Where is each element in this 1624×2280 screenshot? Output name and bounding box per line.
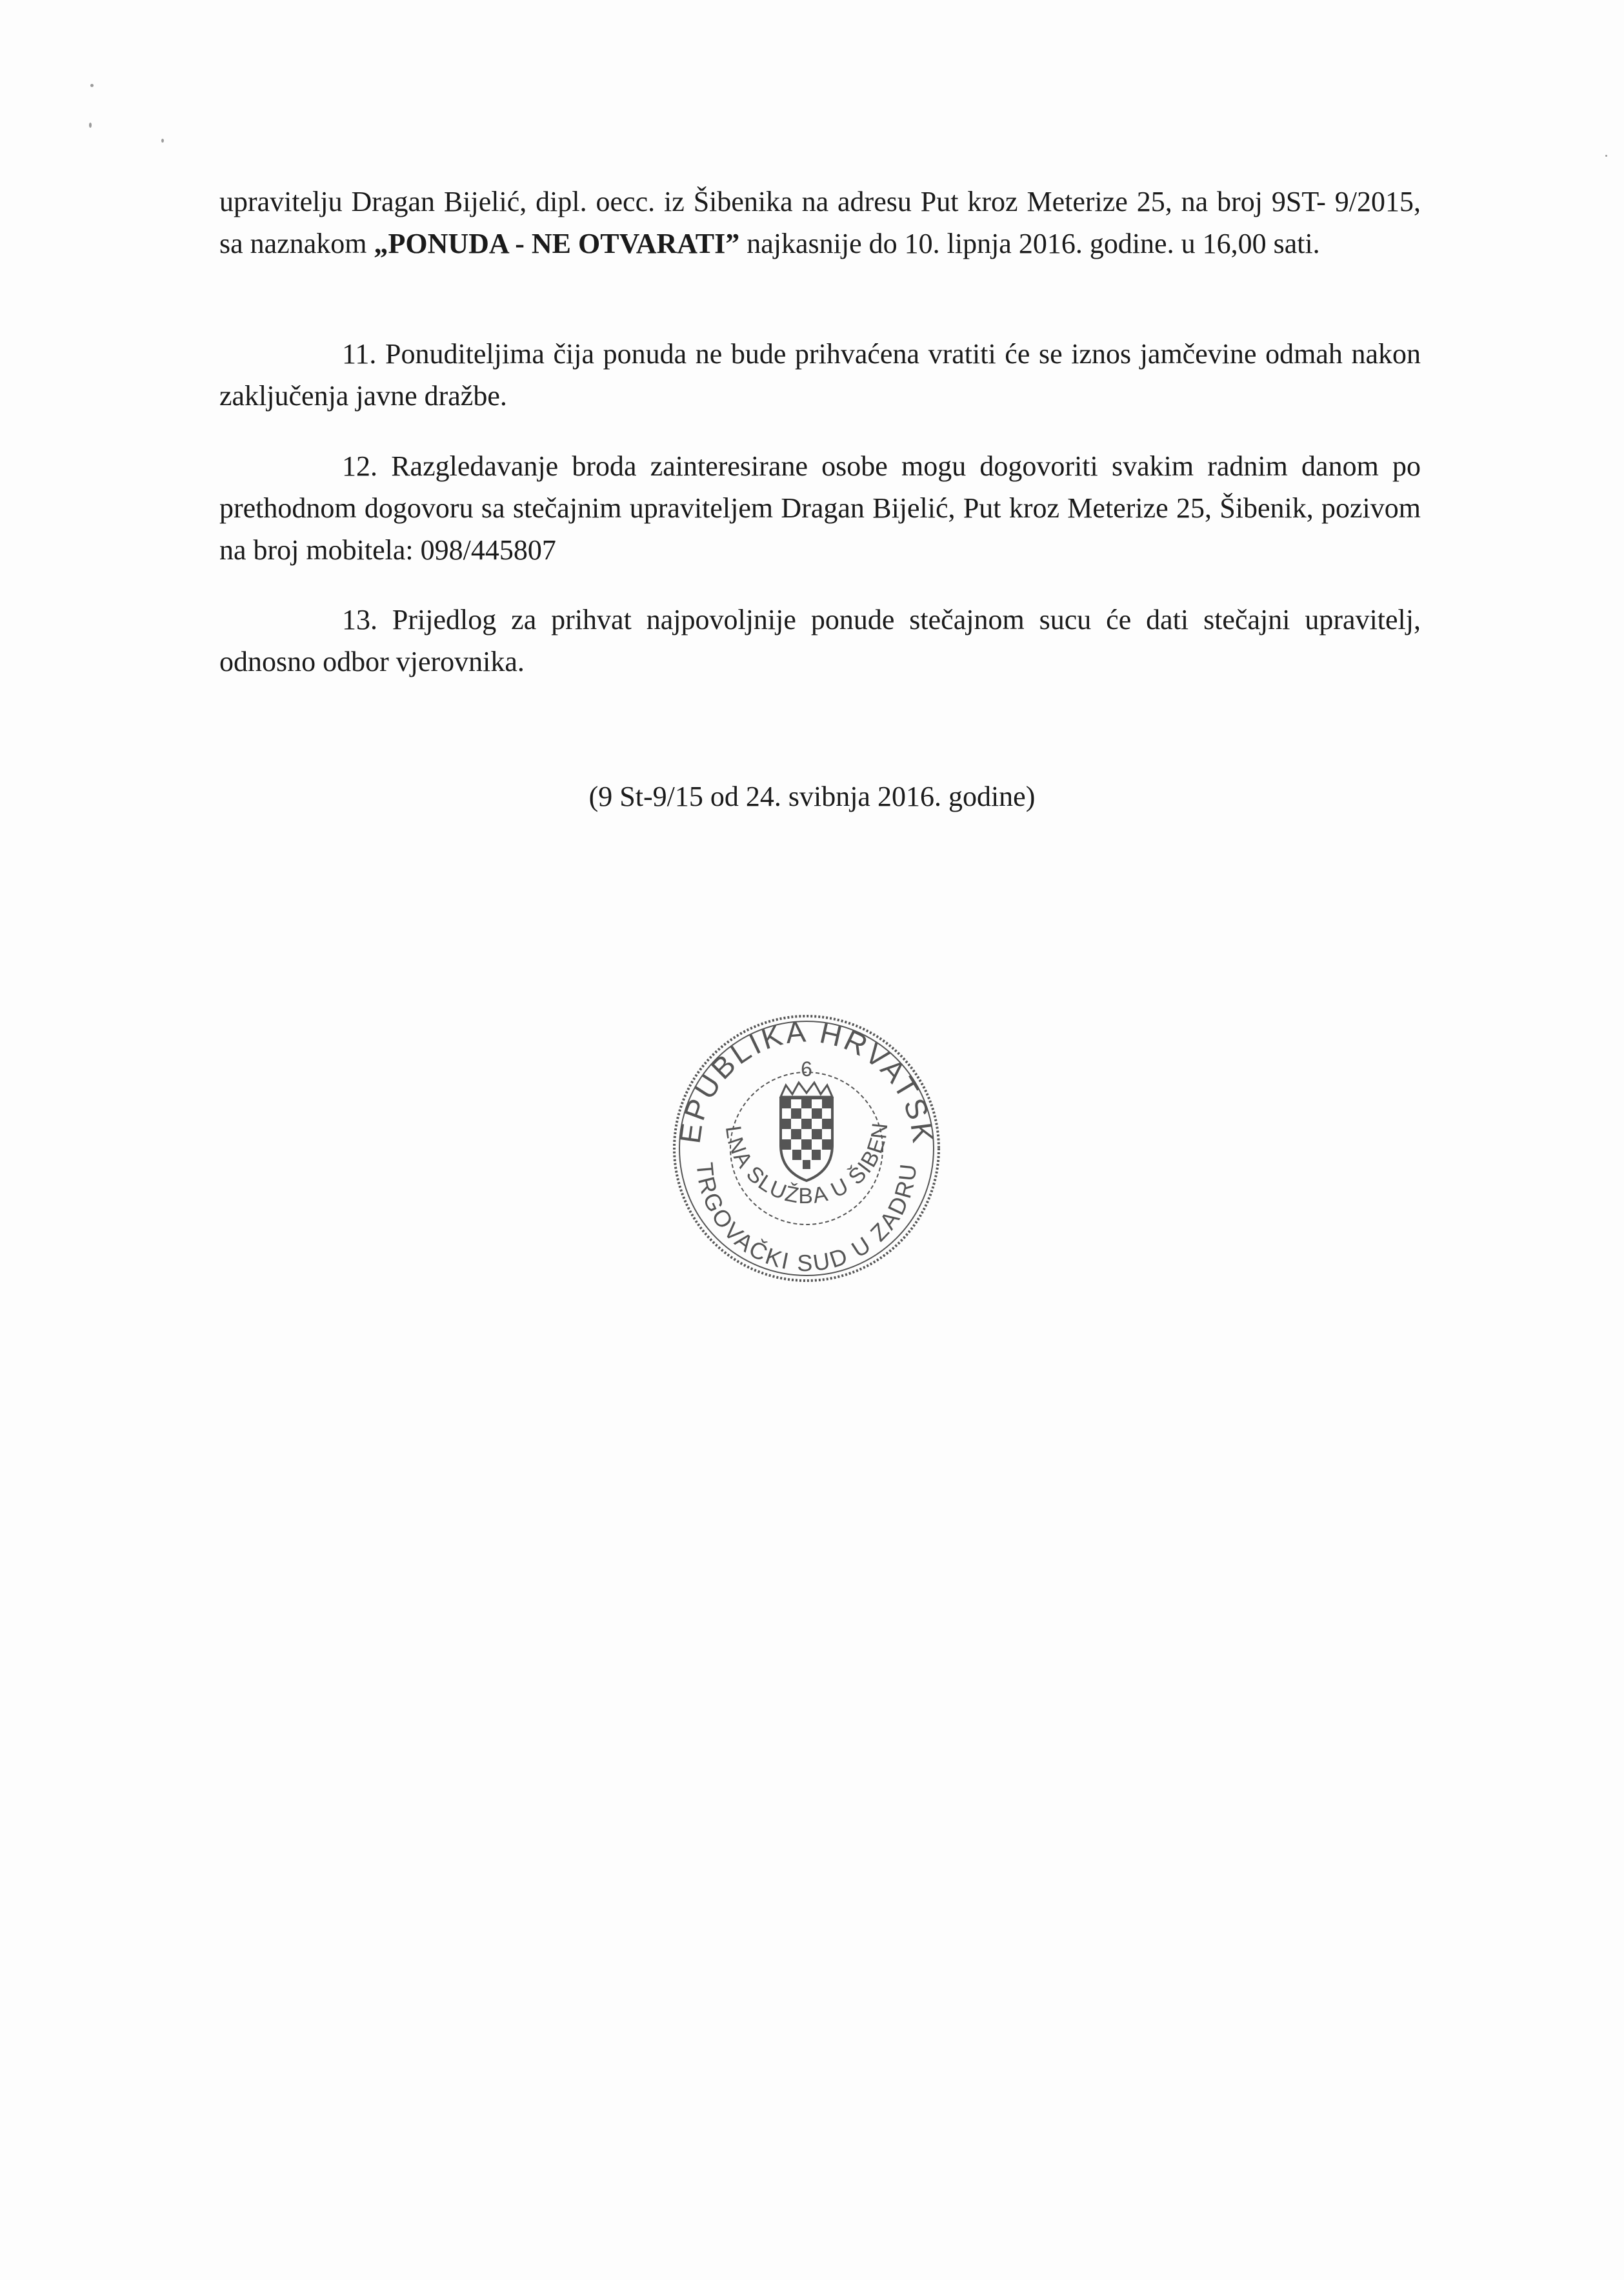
paragraph-intro — [219, 181, 1421, 265]
paragraph-13: 13. Prijedlog za prihvat najpovoljnije ponude stečajnom sucu će dati stečajni upravitelj, odnosno odbor vjerovnika. — [219, 604, 1421, 677]
intro-text-end: najkasnije do 10. lipnja 2016. godine. u 16,00 sati. — [739, 228, 1320, 259]
official-stamp — [652, 1000, 961, 1297]
stamp-inner-text: LNA SLUŽBA U ŠIBEN — [720, 1120, 893, 1209]
paragraph-11: 11. Ponuditeljima čija ponuda ne bude prihvaćena vratiti će se iznos jamčevine odmah nakon zaključenja javne dražbe. — [219, 338, 1421, 412]
intro-text-bold: „PONUDA - NE OTVARATI” — [374, 228, 740, 259]
stamp-number: 6 — [801, 1057, 812, 1081]
stamp-bottom-text: TRGOVAČKI SUD U ZADRU — [691, 1161, 922, 1277]
scan-speck — [89, 123, 92, 128]
scan-speck — [1605, 155, 1607, 157]
paragraph-12: 12. Razgledavanje broda zainteresirane osobe mogu dogovoriti svakim radnim danom po prethodnom dogovoru sa stečajnim upraviteljem Dragan Bijelić, Put kroz Meterize 25, Šibenik, pozivom na broj mobitela: 098/445807 — [219, 450, 1421, 566]
scan-speck — [90, 84, 94, 87]
croatian-coat-of-arms-icon — [781, 1083, 832, 1181]
case-reference: (9 St-9/15 od 24. svibnja 2016. godine) — [588, 781, 1036, 812]
scan-speck — [161, 139, 164, 143]
intro-text-start: upravitelju Dragan Bijelić, dipl. oecc. iz Šibenika na adresu Put kroz Meterize 25, na broj 9ST- 9/2015, sa naznakom — [219, 186, 1421, 259]
stamp-outer-text: EPUBLIKA HRVATSK — [672, 1014, 941, 1147]
